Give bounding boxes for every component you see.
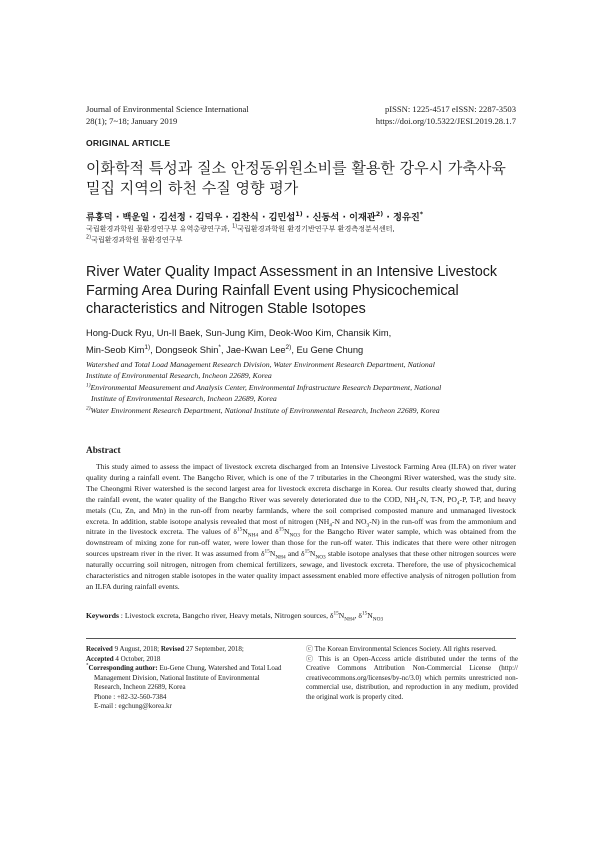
corr-text: Management Division, National Institute of Environmental xyxy=(94,673,260,682)
accepted-label: Accepted xyxy=(86,654,114,663)
revised-date: 27 September, 2018; xyxy=(184,645,244,653)
journal-ids xyxy=(376,104,516,127)
affil-text: Water Environment Research Department, National Institute of Environmental Research, Incheon 22689, Korea xyxy=(90,406,440,415)
abstract-text: -N and NO xyxy=(331,516,367,526)
english-title xyxy=(86,263,526,319)
affil-text: Institute of Environmental Research, Incheon 22689, Korea xyxy=(86,371,272,380)
received-label: Received xyxy=(86,645,113,653)
keywords-text: : Livestock excreta, Bangcho river, Heavy metals, Nitrogen sources, δ xyxy=(118,611,334,620)
korean-authors: 류홍덕 · 백운일 · 김선정 · 김덕우 · 김찬식 · 김민섭$^{1)}$ · 신동석 · 이재관$^{2)}$ · 정유진* xyxy=(86,209,424,223)
author-sup: * xyxy=(419,209,424,218)
abstract-text: -P, T-P, and heavy metals (Cu, Zn, and Mn) in the run-off from nearby farmlands, where the soil comprised composted manure and unmanaged livestock excreta. In addition, stable isotope analysis revealed that most of nitrogen (NH xyxy=(86,494,516,526)
abstract-text: -N, T-N, PO xyxy=(418,494,457,504)
keywords-sub: NH4 xyxy=(344,616,355,623)
author: Eu Gene Chung xyxy=(296,344,364,355)
author-sup: 1) xyxy=(144,343,151,351)
affil-text: Institute of Environmental Research, Incheon 22689, Korea xyxy=(91,394,277,403)
abstract-text: N xyxy=(242,527,248,537)
doi-link[interactable]: https://doi.org/10.5322/JESI.2019.28.1.7 xyxy=(375,115,516,126)
abstract-sup: 15 xyxy=(278,526,285,533)
authors-line: Hong-Duck Ryu, Un-Il Baek, Sun-Jung Kim, Deok-Woo Kim, Chansik Kim, xyxy=(86,328,392,338)
corr-sup: * xyxy=(86,663,89,669)
abstract-text: and δ xyxy=(258,527,279,537)
copyright-text: ⓒ The Korean Environmental Sciences Society. All rights reserved. xyxy=(306,645,497,653)
korean-author: 이재관 xyxy=(349,212,376,223)
abstract-heading: Abstract xyxy=(86,446,121,456)
abstract-body xyxy=(86,462,516,593)
korean-title-line: 이화학적 특성과 질소 안정동위원소비를 활용한 강우시 가축사육 xyxy=(86,159,506,177)
keywords-sup: 15 xyxy=(333,610,339,617)
author: Jae-Kwan Lee xyxy=(226,344,286,355)
korean-author: 김민섭 xyxy=(268,212,296,223)
abstract-sub: NH4 xyxy=(275,554,286,561)
author-sup: 2) xyxy=(375,209,384,218)
korean-author: 김덕우 xyxy=(195,212,223,223)
english-title-line: River Water Quality Impact Assessment in an Intensive Livestock xyxy=(86,264,498,280)
author: Min-Seob Kim xyxy=(86,344,145,355)
revised-label: Revised xyxy=(160,645,185,653)
corr-text: Research, Incheon 22689, Korea xyxy=(94,683,186,691)
journal-name: Journal of Environmental Science International xyxy=(86,104,249,114)
korean-title-line: 밀집 지역의 하천 수질 영향 평가 xyxy=(86,179,299,197)
abstract-text: stable isotope analyses that these other nitrogen sources were naturally occurring soil nitrogen, nitrogen from chemical fertilizers, sewage, and livestock excreta. Therefore, the use of physicochemical characteristics and nitrogen stable isotopes in the water quality impact assessment enabled more effective analysis of nitrogen pollution from an ILFA during rainfall events. xyxy=(86,549,516,591)
korean-author: 백운일 xyxy=(122,212,150,223)
corr-label: Corresponding author: xyxy=(88,664,158,672)
keywords-sup: 15 xyxy=(361,610,368,617)
journal-info xyxy=(86,104,249,127)
author-sup: 1) xyxy=(295,209,303,218)
abstract-sub: 4 xyxy=(415,500,419,507)
keywords-text: N xyxy=(367,611,373,620)
affil-text: Environmental Measurement and Analysis Center, Environmental Infrastructure Research Department, National xyxy=(90,383,442,392)
english-title-line: Farming Area During Rainfall Event using Physicochemical xyxy=(86,282,459,299)
korean-author: 김선정 xyxy=(159,212,186,223)
license-text: ⓒ This is an Open-Access article distributed under the terms of the Creative Commons Attribution Non-Commercial License (http:// creativecommons.org/licenses/by-nc/3.0) which permits unrestricted non-commercial use, distribution, and reproduction in any medium, provided the original work is properly cited. xyxy=(306,654,518,701)
article-type: ORIGINAL ARTICLE xyxy=(86,138,171,148)
keywords-label: Keywords xyxy=(86,611,119,620)
abstract-text: N xyxy=(284,527,290,537)
korean-author: 정유진 xyxy=(393,212,420,223)
english-authors xyxy=(86,325,526,358)
abstract-text: and δ xyxy=(285,549,305,559)
abstract-sup: 15 xyxy=(264,548,270,555)
korean-title xyxy=(86,158,526,198)
affil-sup: 2) xyxy=(86,234,92,241)
korean-author: 류홍덕 xyxy=(86,212,113,223)
corr-text: Eu-Gene Chung, Watershed and Total Load xyxy=(157,664,282,672)
copyright-notice xyxy=(306,645,518,702)
footer-divider xyxy=(86,638,516,639)
abstract-sub: NH4 xyxy=(247,532,259,539)
affil-sup: 2) xyxy=(86,405,91,412)
phone: Phone : +82-32-560-7384 xyxy=(94,692,167,701)
author-sup: * xyxy=(218,343,221,351)
korean-author: 김찬식 xyxy=(232,212,259,223)
korean-affil: 국립환경과학원 물환경연구부 유역총량연구과, xyxy=(86,224,233,233)
affil-sup: 1) xyxy=(86,382,91,389)
abstract-sub: 3 xyxy=(366,522,370,529)
abstract-sup: 15 xyxy=(237,526,243,533)
english-title-line: characteristics and Nitrogen Stable Isotopes xyxy=(86,301,366,317)
received-date: 9 August, 2018; xyxy=(112,645,161,653)
korean-affil: 국립환경과학원 물환경연구부 xyxy=(91,234,183,244)
abstract-text: This study aimed to assess the impact of livestock excreta discharged from an Intensive Livestock Farming Area (ILFA) on river water quality during a rainfall event. The Bangcho River, which is one of the 7 tributaries in the Cheongmi River watershed, was the study site. The Cheongmi River watershed is the second largest area for livestock excreta discharge in Korea. Our results clearly showed that, during the rainfall event, the water quality of the Bangcho River was severely deteriorated due to the COD, NH xyxy=(86,462,516,504)
abstract-sub: 4 xyxy=(329,522,332,529)
volume-info: 28(1); 7~18; January 2019 xyxy=(86,115,178,126)
keywords xyxy=(86,610,516,621)
abstract-text: N xyxy=(269,549,276,559)
abstract-sup: 15 xyxy=(304,548,310,555)
abstract-text: for the Bangcho River water sample, which was obtained from the downstream of mixing zone for run-off water, were lower than those for the run-off water. This indicates that there were other nitrogen sources upstream river in the river. It was assumed from δ xyxy=(86,527,516,559)
affil-sup: 1) xyxy=(232,223,238,230)
abstract-text: -N) in the run-off was from the ammonium and nitrate in the livestock excreta. The values of δ xyxy=(86,516,517,537)
issn: pISSN: 1225-4517 eISSN: 2287-3503 xyxy=(384,104,516,114)
korean-affiliations xyxy=(86,224,526,245)
author: Dongseok Shin xyxy=(155,344,219,355)
keywords-text: , δ xyxy=(354,611,362,620)
keywords-sub: NO3 xyxy=(372,616,384,623)
abstract-text: N xyxy=(309,549,316,559)
korean-author: 신동석 xyxy=(312,212,340,223)
english-affiliations xyxy=(86,359,526,417)
author-sup: 2) xyxy=(285,343,292,351)
abstract-sub: 4 xyxy=(456,500,460,507)
authors-line: Min-Seob Kim$^{1)}$, Dongseok Shin*, Jae-Kwan Lee$^{2)}$, Eu Gene Chung xyxy=(86,343,364,355)
keywords-text: N xyxy=(338,611,345,620)
accepted-date: 4 October, 2018 xyxy=(113,654,161,663)
abstract-sub: NO3 xyxy=(289,532,300,539)
affil-text: Watershed and Total Load Management Research Division, Water Environment Research Department, National xyxy=(86,360,435,369)
email-link[interactable]: E-mail : egchung@korea.kr xyxy=(94,702,172,710)
abstract-sub: NO3 xyxy=(315,554,326,561)
article-history xyxy=(86,645,298,712)
korean-affil: 국립환경과학원 환경기반연구부 환경측정분석센터, xyxy=(237,224,395,233)
